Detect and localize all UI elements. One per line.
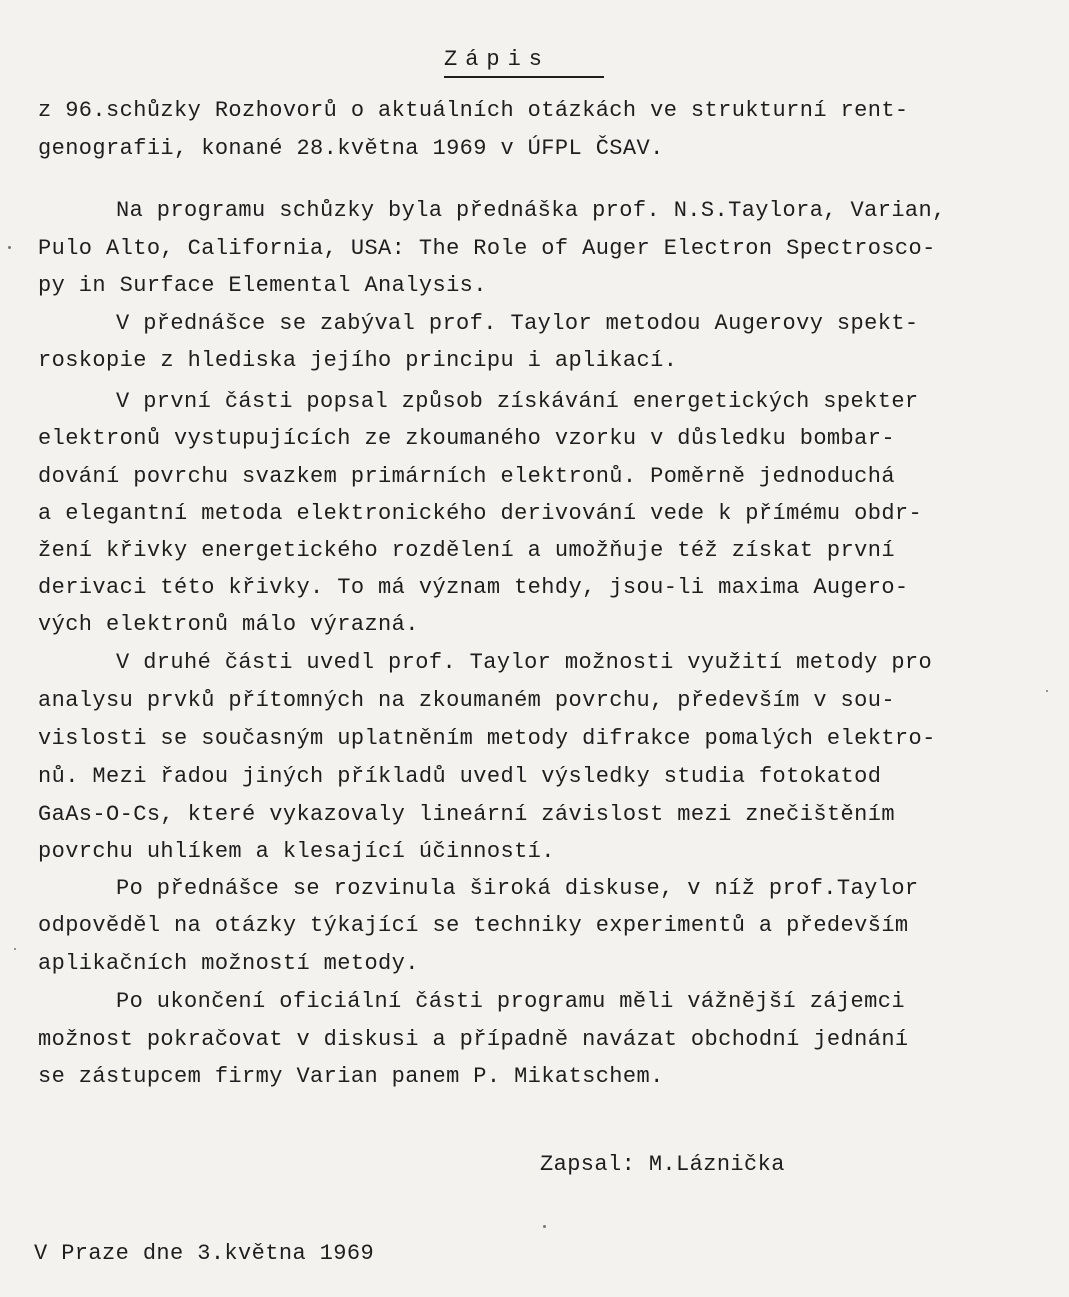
paragraph-line: GaAs-O-Cs, které vykazovaly lineární závislost mezi znečištěním xyxy=(38,802,895,827)
paragraph-line: a elegantní metoda elektronického derivování vede k přímému obdr- xyxy=(38,501,923,526)
paragraph-line: vislosti se současným uplatněním metody difrakce pomalých elektro- xyxy=(38,726,936,751)
document-title: Zápis xyxy=(444,46,604,78)
scan-speck xyxy=(14,948,16,950)
paragraph-line: povrchu uhlíkem a klesající účinností. xyxy=(38,839,555,864)
signature: Zapsal: M.Láznička xyxy=(540,1152,785,1177)
paragraph-line: se zástupcem firmy Varian panem P. Mikatschem. xyxy=(38,1064,664,1089)
intro-line: genografii, konané 28.května 1969 v ÚFPL ČSAV. xyxy=(38,136,664,161)
paragraph-line: Na programu schůzky byla přednáška prof. N.S.Taylora, Varian, xyxy=(116,198,946,223)
paragraph-line: Pulo Alto, California, USA: The Role of Auger Electron Spectrosco- xyxy=(38,236,936,261)
place-date: V Praze dne 3.května 1969 xyxy=(34,1241,375,1266)
paragraph-line: V druhé části uvedl prof. Taylor možnosti využití metody pro xyxy=(116,650,933,675)
paragraph-line: derivaci této křivky. To má význam tehdy, jsou-li maxima Augero- xyxy=(38,575,909,600)
paragraph-line: nů. Mezi řadou jiných příkladů uvedl výsledky studia fotokatod xyxy=(38,764,882,789)
paragraph-line: odpověděl na otázky týkající se techniky experimentů a především xyxy=(38,913,909,938)
scan-speck xyxy=(1046,690,1048,692)
scan-speck xyxy=(543,1225,546,1228)
paragraph-line: V první části popsal způsob získávání energetických spekter xyxy=(116,389,919,414)
scan-speck xyxy=(8,246,11,249)
paragraph-line: možnost pokračovat v diskusi a případně navázat obchodní jednání xyxy=(38,1027,909,1052)
paragraph-line: py in Surface Elemental Analysis. xyxy=(38,273,487,298)
paragraph-line: V přednášce se zabýval prof. Taylor metodou Augerovy spekt- xyxy=(116,311,919,336)
paragraph-line: vých elektronů málo výrazná. xyxy=(38,612,419,637)
paragraph-line: aplikačních možností metody. xyxy=(38,951,419,976)
intro-line: z 96.schůzky Rozhovorů o aktuálních otázkách ve strukturní rent- xyxy=(38,98,909,123)
paragraph-line: elektronů vystupujících ze zkoumaného vzorku v důsledku bombar- xyxy=(38,426,895,451)
paragraph-line: roskopie z hlediska jejího principu i aplikací. xyxy=(38,348,678,373)
paragraph-line: dování povrchu svazkem primárních elektronů. Poměrně jednoduchá xyxy=(38,464,895,489)
paragraph-line: Po ukončení oficiální části programu měli vážnější zájemci xyxy=(116,989,905,1014)
paragraph-line: žení křivky energetického rozdělení a umožňuje též získat první xyxy=(38,538,895,563)
paragraph-line: Po přednášce se rozvinula široká diskuse, v níž prof.Taylor xyxy=(116,876,919,901)
paragraph-line: analysu prvků přítomných na zkoumaném povrchu, především v sou- xyxy=(38,688,895,713)
